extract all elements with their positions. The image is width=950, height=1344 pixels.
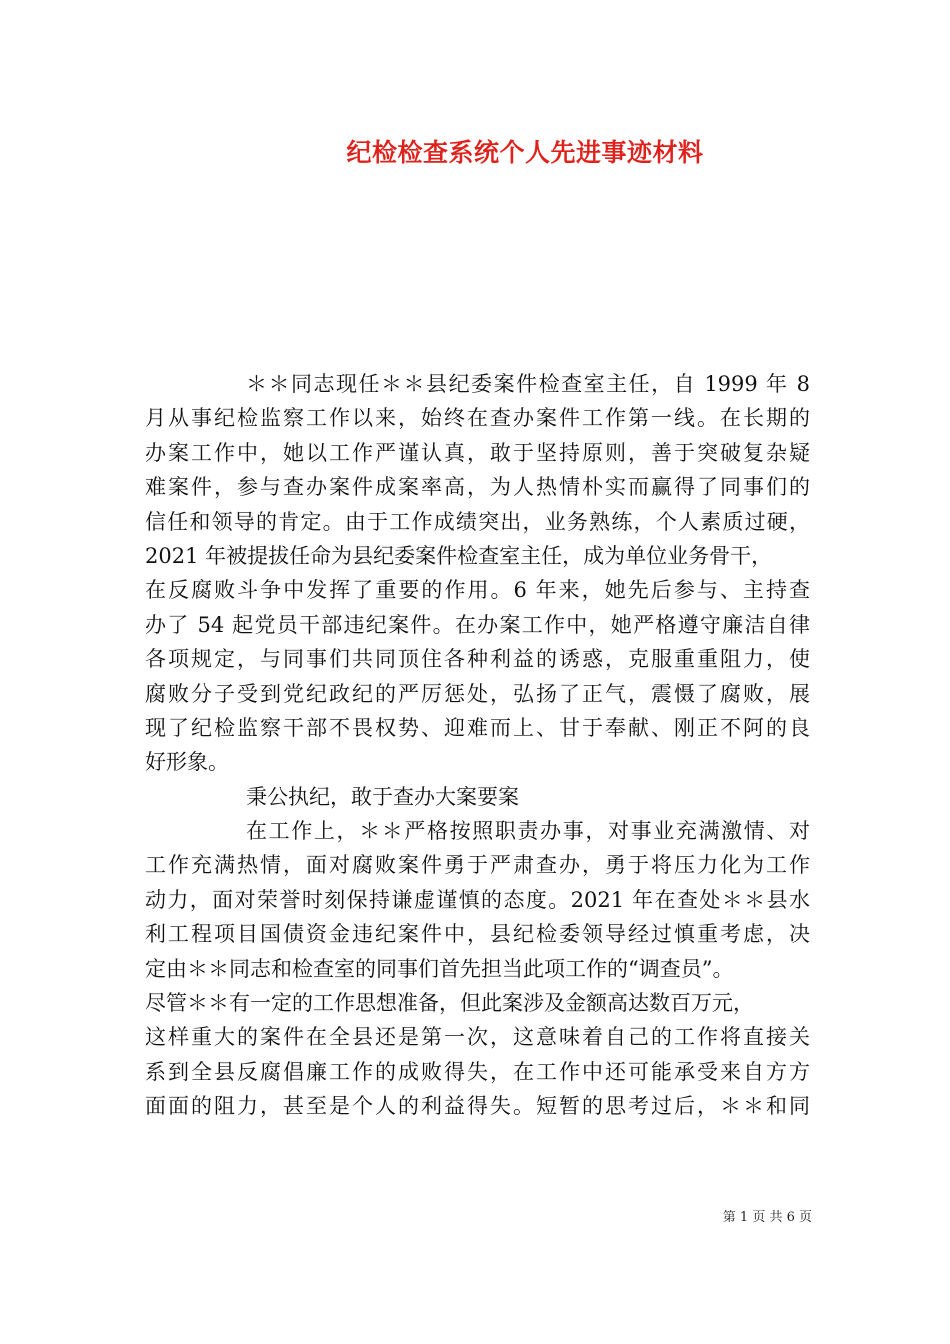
text-line: 2021 年被提拔任命为县纪委案件检查室主任，成为单位业务骨干， (145, 543, 773, 568)
paragraph-work (145, 814, 810, 1124)
text-line: ＊＊同志现任＊＊县纪委案件检查室主任，自 1999 年 8 (246, 372, 810, 396)
page-number: 第 1 页 共 6 页 (722, 1210, 812, 1225)
text-line: 各项规定，与同事们共同顶住各种利益的诱惑，克服重重阻力，使 (145, 647, 810, 672)
text-line: 这样重大的案件在全县还是第一次，这意味着自己的工作将直接关 (145, 1025, 810, 1050)
paragraph-intro (145, 367, 810, 780)
text-line: 月从事纪检监察工作以来，始终在查办案件工作第一线。在长期的 (145, 406, 810, 431)
text-line: 好形象。 (145, 750, 229, 775)
text-line: 在工作上，＊＊严格按照职责办事，对事业充满激情、对 (246, 819, 810, 844)
text-line: 动力，面对荣誉时刻保持谦虚谨慎的态度。2021 年在查处＊＊县水 (145, 887, 810, 912)
text-line: 尽管＊＊有一定的工作思想准备，但此案涉及金额高达数百万元， (145, 991, 754, 1016)
text-line: 系到全县反腐倡廉工作的成败得失，在工作中还可能承受来自方方 (145, 1059, 810, 1084)
section-heading (145, 780, 810, 814)
text-line: 信任和领导的肯定。由于工作成绩突出，业务熟练，个人素质过硬， (145, 509, 810, 534)
text-line: 在反腐败斗争中发挥了重要的作用。6 年来，她先后参与、主持查 (145, 578, 810, 603)
text-line: 面面的阻力，甚至是个人的利益得失。短暂的思考过后，＊＊和同 (145, 1094, 810, 1119)
document-title: 纪检检查系统个人先进事迹材料 (346, 138, 704, 167)
text-line: 难案件，参与查办案件成案率高，为人热情朴实而赢得了同事们的 (145, 475, 810, 500)
text-line: 定由＊＊同志和检查室的同事们首先担当此项工作的“调查员”。 (145, 956, 734, 981)
text-line: 秉公执纪，敢于查办大案要案 (246, 784, 519, 809)
text-line: 办案工作中，她以工作严谨认真，敢于坚持原则，善于突破复杂疑 (145, 440, 810, 465)
document-body (145, 367, 810, 1124)
text-line: 腐败分子受到党纪政纪的严厉惩处，弘扬了正气，震慑了腐败，展 (145, 681, 810, 706)
text-line: 办了 54 起党员干部违纪案件。在办案工作中，她严格遵守廉洁自律 (145, 612, 810, 637)
text-line: 现了纪检监察干部不畏权势、迎难而上、甘于奉献、刚正不阿的良 (145, 715, 810, 740)
text-line: 工作充满热情，面对腐败案件勇于严肃查办，勇于将压力化为工作 (145, 853, 810, 878)
text-line: 利工程项目国债资金违纪案件中，县纪检委领导经过慎重考虑，决 (145, 922, 810, 947)
